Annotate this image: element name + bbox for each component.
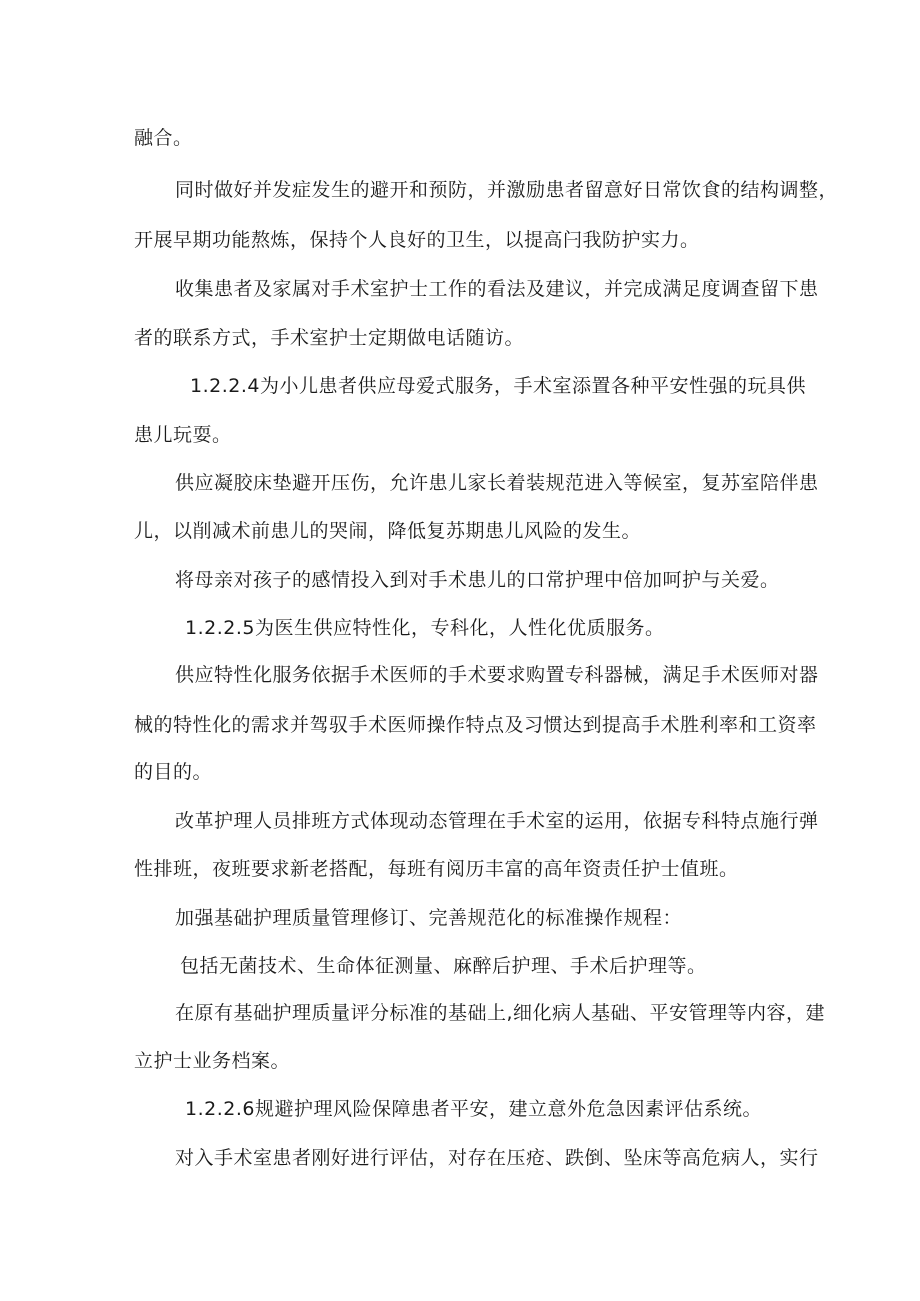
text-line: 性排班，夜班要求新老搭配，每班有阅历丰富的高年资责任护士值班。: [134, 858, 739, 880]
text-line: 立护士业务档案。: [134, 1050, 291, 1072]
text-line: 改革护理人员排班方式体现动态管理在手术室的运用，依据专科特点施行弹: [175, 810, 819, 832]
section-heading: 1.2.2.4为小儿患者供应母爱式服务，手术室添置各种平安性强的玩具供: [190, 375, 806, 397]
text-line: 包括无菌技术、生命体征测量、麻醉后护理、手术后护理等。: [180, 955, 707, 977]
text-line: 收集患者及家属对手术室护士工作的看法及建议，并完成满足度调查留下患: [175, 278, 819, 300]
text-line: 供应特性化服务依据手术医师的手术要求购置专科器械，满足手术医师对器: [175, 664, 819, 686]
text-line: 开展早期功能熬炼，保持个人良好的卫生，以提高闩我防护实力。: [134, 229, 700, 251]
text-line: 将母亲对孩子的感情投入到对手术患儿的口常护理中倍加呵护与关爱。: [175, 569, 780, 591]
text-line: 的目的。: [134, 761, 213, 783]
text-line: 儿，以削减术前患儿的哭闹，降低复苏期患儿风险的发生。: [134, 520, 642, 542]
text-line: 在原有基础护理质量评分标准的基础上,细化病人基础、平安管理等内容，建: [175, 1002, 826, 1024]
text-line: 同时做好并发症发生的避开和预防，并激励患者留意好日常饮食的结构调整，: [175, 179, 839, 201]
section-heading: 1.2.2.5为医生供应特性化，专科化，人性化优质服务。: [185, 617, 665, 639]
text-line: 对入手术室患者刚好进行评估，对存在压疮、跌倒、坠床等高危病人，实行: [175, 1147, 819, 1169]
text-line: 者的联系方式，手术室护士定期做电话随访。: [134, 327, 525, 349]
text-line: 患儿玩耍。: [134, 424, 232, 446]
text-line: 融合。: [134, 127, 193, 149]
section-heading: 1.2.2.6规避护理风险保障患者平安，建立意外危急因素评估系统。: [185, 1098, 762, 1120]
text-line: 加强基础护理质量管理修订、完善规范化的标准操作规程：: [175, 907, 683, 929]
text-line: 械的特性化的需求并驾驭手术医师操作特点及习惯达到提高手术胜利率和工资率: [134, 714, 817, 736]
text-line: 供应凝胶床垫避开压伤，允许患儿家长着装规范进入等候室，复苏室陪伴患: [175, 472, 819, 494]
